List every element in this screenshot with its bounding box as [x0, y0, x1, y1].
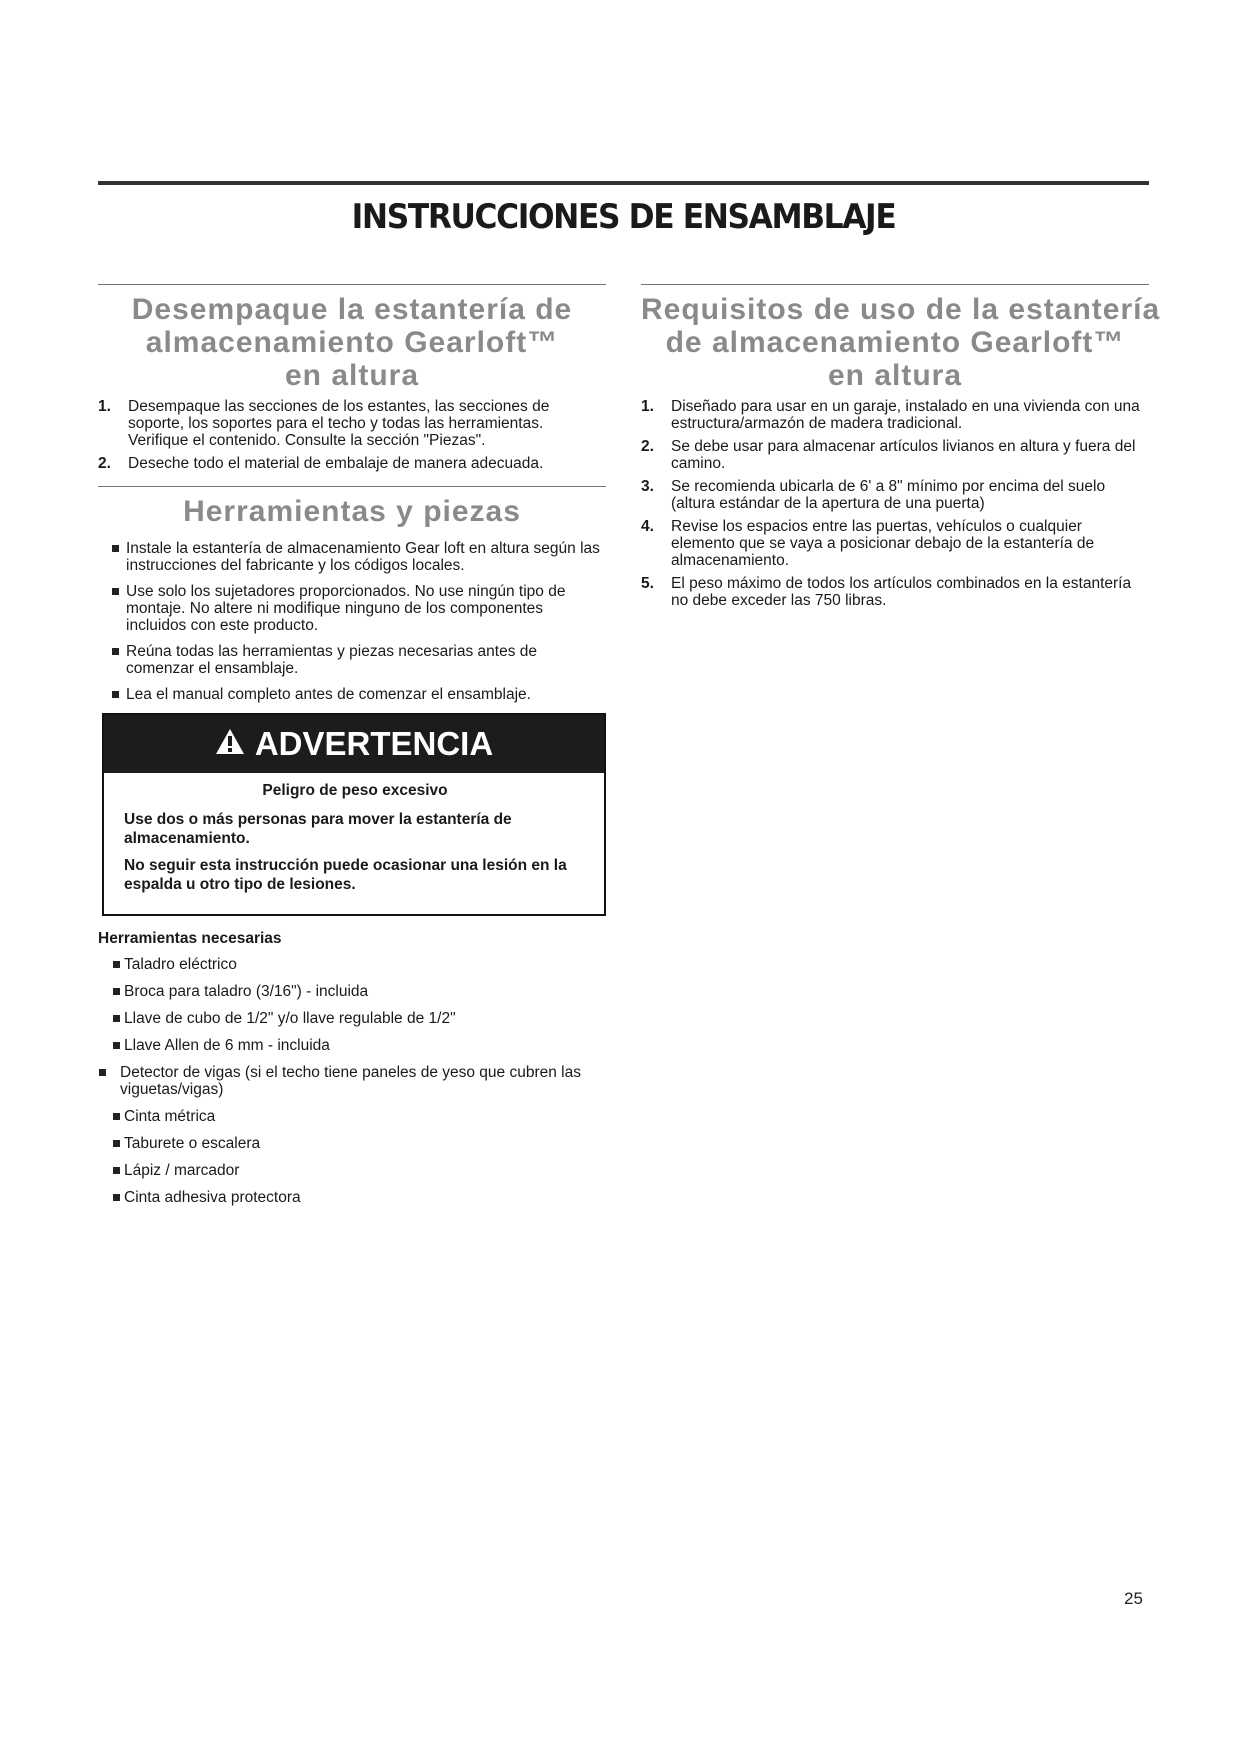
list-item [98, 1135, 606, 1152]
tool-name: Taburete o escalera [124, 1135, 261, 1152]
tool-name: Llave de cubo de 1/2" y/o llave regulable de 1/2" [124, 1010, 456, 1027]
requirements-heading-line: Requisitos de uso de la estantería [641, 293, 1161, 326]
warning-text: No seguir esta instrucción puede ocasionar una lesión en la espalda u otro tipo de lesiones. [124, 857, 567, 893]
list-item [98, 540, 606, 574]
tool-name: Broca para taladro (3/16") - incluida [124, 983, 369, 1000]
step-text: Se recomienda ubicarla de 6' a 8" mínimo por encima del suelo (altura estándar de la apertura de una puerta) [671, 478, 1106, 512]
tool-name: Llave Allen de 6 mm - incluida [124, 1037, 330, 1054]
bullet-icon [113, 1194, 120, 1201]
list-item [98, 1108, 606, 1125]
bullet-icon [113, 1042, 120, 1049]
bullet-icon [113, 1113, 120, 1120]
unpack-heading-line: almacenamiento Gearloft™ [145, 326, 559, 359]
list-item [641, 478, 1143, 512]
step-text: Desempaque las secciones de los estantes, las secciones de soporte, los soportes para el techo y todas las herramientas. Verifique el contenido. Consulte la sección "Piezas". [128, 398, 550, 449]
bullet-icon [112, 691, 119, 698]
tool-name: Detector de vigas (si el techo tiene paneles de yeso que cubren las viguetas/vigas) [120, 1064, 581, 1098]
section-divider [98, 486, 606, 487]
top-rule [98, 181, 1149, 185]
section-divider [98, 284, 606, 285]
list-item [98, 455, 606, 472]
warning-triangle-icon [215, 725, 245, 763]
tool-name: Taladro eléctrico [124, 956, 237, 973]
tools-parts-heading: Herramientas y piezas [183, 495, 521, 528]
step-number: 2. [98, 455, 111, 472]
warning-body [104, 773, 604, 914]
right-column [641, 284, 1161, 615]
unpack-heading-line: Desempaque la estantería de [131, 293, 573, 326]
warning-box [102, 713, 606, 916]
warning-text: Use dos o más personas para mover la estantería de almacenamiento. [124, 811, 512, 847]
step-number: 1. [98, 398, 111, 415]
step-number: 2. [641, 438, 654, 455]
step-text: Deseche todo el material de embalaje de manera adecuada. [128, 455, 544, 472]
list-item [98, 1162, 606, 1179]
step-text: Revise los espacios entre las puertas, vehículos o cualquier elemento que se vaya a posicionar debajo de la estantería de almacenamiento. [671, 518, 1095, 569]
step-number: 3. [641, 478, 654, 495]
step-text: Diseñado para usar en un garaje, instalado en una vivienda con una estructura/armazón de madera tradicional. [671, 398, 1140, 432]
requirements-heading-line: de almacenamiento Gearloft™ [665, 326, 1125, 359]
list-item [641, 438, 1143, 472]
warning-title: ADVERTENCIA [254, 725, 494, 762]
bullet-icon [99, 1069, 106, 1076]
page-number: 25 [1124, 1589, 1143, 1608]
unpack-heading-line: en altura [284, 359, 420, 392]
page-title: INSTRUCCIONES DE ENSAMBLAJE [351, 197, 896, 237]
list-item [98, 398, 606, 449]
tools-needed-title: Herramientas necesarias [98, 930, 282, 947]
step-number: 4. [641, 518, 654, 535]
bullet-text: Lea el manual completo antes de comenzar el ensamblaje. [126, 686, 531, 703]
list-item [98, 643, 606, 677]
bullet-icon [113, 1015, 120, 1022]
list-item [98, 956, 606, 973]
warning-header [104, 715, 604, 773]
bullet-icon [113, 988, 120, 995]
left-column [98, 284, 606, 1216]
bullet-icon [112, 588, 119, 595]
step-number: 5. [641, 575, 654, 592]
bullet-icon [112, 648, 119, 655]
bullet-text: Reúna todas las herramientas y piezas necesarias antes de comenzar el ensamblaje. [126, 643, 537, 677]
tool-name: Cinta métrica [124, 1108, 216, 1125]
requirements-heading [641, 293, 1161, 392]
step-number: 1. [641, 398, 654, 415]
list-item [641, 575, 1143, 609]
bullet-icon [113, 1140, 120, 1147]
list-item [98, 583, 606, 634]
list-item [98, 1189, 606, 1206]
list-item [98, 686, 606, 703]
tools-parts-bullets [98, 540, 606, 703]
list-item [641, 398, 1143, 432]
warning-subtitle: Peligro de peso excesivo [262, 782, 448, 799]
requirements-steps [641, 398, 1149, 609]
step-text: El peso máximo de todos los artículos combinados en la estantería no debe exceder las 750 libras. [671, 575, 1132, 609]
bullet-icon [113, 1167, 120, 1174]
bullet-icon [113, 961, 120, 968]
bullet-text: Use solo los sujetadores proporcionados. No use ningún tipo de montaje. No altere ni modifique ninguno de los componentes incluidos con este producto. [126, 583, 566, 634]
list-item [98, 983, 606, 1000]
tools-needed-list [98, 956, 606, 1206]
list-item [98, 1064, 606, 1098]
unpack-steps [98, 398, 606, 472]
list-item [641, 518, 1143, 569]
list-item [98, 1010, 606, 1027]
step-text: Se debe usar para almacenar artículos livianos en altura y fuera del camino. [671, 438, 1136, 472]
bullet-icon [112, 545, 119, 552]
tool-name: Cinta adhesiva protectora [124, 1189, 301, 1206]
tool-name: Lápiz / marcador [124, 1162, 240, 1179]
bullet-text: Instale la estantería de almacenamiento Gear loft en altura según las instrucciones del fabricante y los códigos locales. [126, 540, 600, 574]
list-item [98, 1037, 606, 1054]
unpack-heading [98, 293, 606, 392]
section-divider [641, 284, 1149, 285]
requirements-heading-line: en altura [827, 359, 963, 392]
